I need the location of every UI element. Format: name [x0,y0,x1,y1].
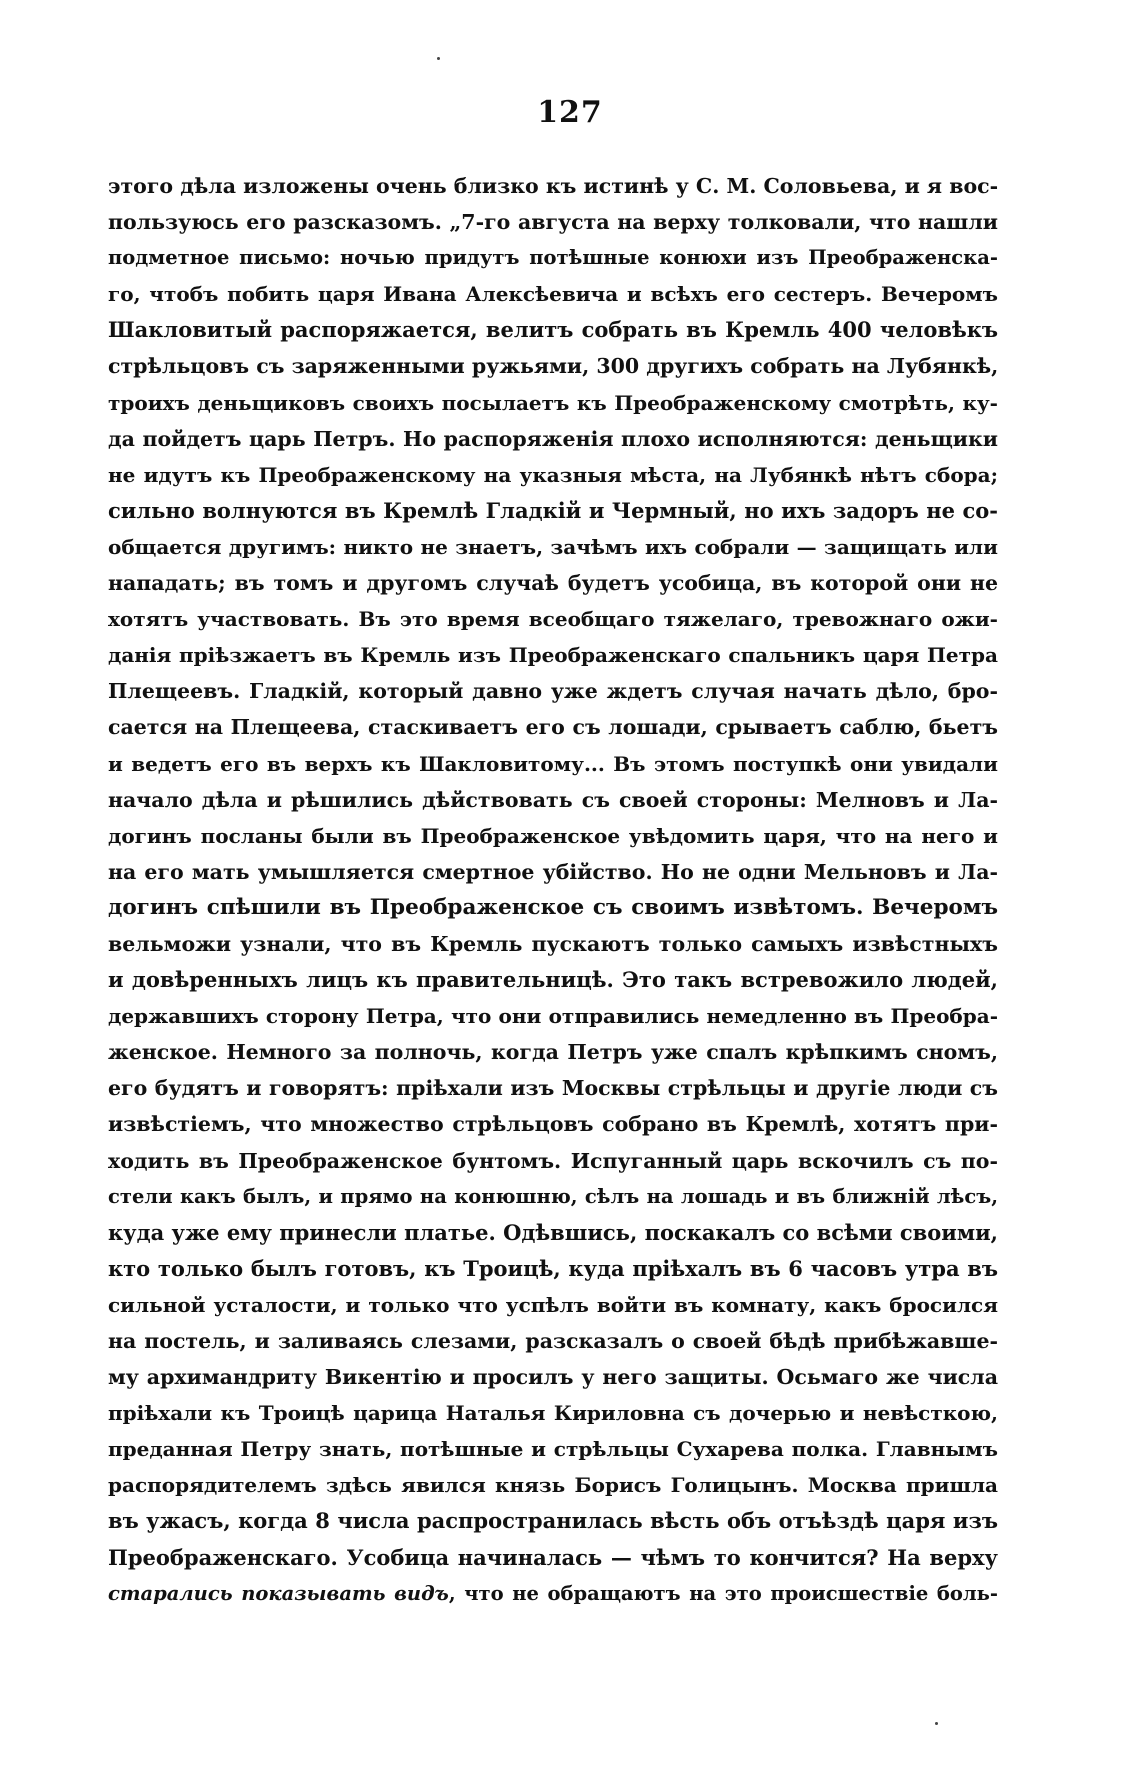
text-line-rest: , что не обращаютъ на это происшествіе боль- [448,1581,998,1605]
text-line: ходить въ Преображенское бунтомъ. Испуганный царь вскочилъ съ по- [108,1148,998,1173]
text-line: этого дѣла изложены очень близко къ истинѣ у С. М. Соловьева, и я вос- [108,174,998,198]
text-line: вельможи узнали, что въ Кремль пускаютъ только самыхъ извѣстныхъ [108,931,998,956]
text-line: сильной усталости, и только что успѣлъ войти въ комнату, какъ бросился [108,1292,998,1317]
text-line: преданная Петру знать, потѣшные и стрѣльцы Сухарева полка. Главнымъ [108,1437,998,1462]
text-line: державшихъ сторону Петра, что они отправились немедленно въ Преобра- [108,1004,998,1029]
text-line: сильно волнуются въ Кремлѣ Гладкій и Чермный, но ихъ задоръ не со- [108,497,998,523]
text-line: догинъ посланы были въ Преображенское увѣдомить царя, что на него и [108,823,998,848]
print-speck [437,57,440,60]
text-line: на его мать умышляется смертное убійство. Но не одни Мельновъ и Ла- [108,859,998,884]
text-line: не идутъ къ Преображенскому на указныя мѣста, на Лубянкѣ нѣтъ сбора; [108,462,998,487]
text-line: пріѣхали къ Троицѣ царица Наталья Кириловна съ дочерью и невѣсткою, [108,1401,998,1426]
text-line: начало дѣла и рѣшились дѣйствовать съ своей стороны: Мелновъ и Ла- [108,787,998,812]
text-line: хотятъ участвовать. Въ это время всеобщаго тяжелаго, тревожнаго ожи- [108,607,998,632]
text-line: женское. Немного за полночь, когда Петръ уже спалъ крѣпкимъ сномъ, [108,1040,998,1065]
text-line: подметное письмо: ночью придутъ потѣшные конюхи изъ Преображенска- [108,246,998,270]
text-line: стрѣльцовъ съ заряженными ружьями, 300 другихъ собрать на Лубянкѣ, [108,354,998,379]
text-line: нападать; въ томъ и другомъ случаѣ будетъ усобица, въ которой они не [108,571,998,596]
page-number: 127 [537,95,603,130]
text-line: на постель, и заливаясь слезами, разсказалъ о своей бѣдѣ прибѣжавше- [108,1329,998,1353]
text-line: пользуюсь его разсказомъ. „7-го августа на верху толковали, что нашли [108,210,998,235]
text-line: распорядителемъ здѣсь явился князь Борисъ Голицынъ. Москва пришла [108,1473,998,1498]
text-line: догинъ спѣшили въ Преображенское съ своимъ извѣтомъ. Вечеромъ [108,894,998,920]
body-text [108,168,998,1612]
text-line: кто только былъ готовъ, къ Троицѣ, куда пріѣхалъ въ 6 часовъ утра въ [108,1255,998,1281]
text-line: куда уже ему принесли платье. Одѣвшись, поскакалъ со всѣми своими, [108,1219,998,1245]
text-line: му архимандриту Викентію и просилъ у него защиты. Осьмаго же числа [108,1365,998,1390]
text-line: го, чтобъ побить царя Ивана Алексѣевича и всѣхъ его сестеръ. Вечеромъ [108,282,998,307]
text-line: въ ужасъ, когда 8 числа распространилась вѣсть объ отъѣздѣ царя изъ [108,1508,998,1534]
text-line: Шакловитый распоряжается, велитъ собрать въ Кремль 400 человѣкъ [108,317,998,343]
text-line: сается на Плещеева, стаскиваетъ его съ лошади, срываетъ саблю, бьетъ [108,715,998,740]
text-line: общается другимъ: никто не знаетъ, зачѣмъ ихъ собрали — защищать или [108,534,998,559]
print-speck [935,1722,938,1725]
text-line: извѣстіемъ, что множество стрѣльцовъ собрано въ Кремлѣ, хотятъ при- [108,1112,998,1137]
text-line: стели какъ былъ, и прямо на конюшню, сѣлъ на лошадь и въ ближній лѣсъ, [108,1184,998,1208]
text-line: и довѣренныхъ лицъ къ правительницѣ. Это такъ встревожило людей, [108,967,998,993]
text-line-last [108,1576,998,1612]
text-line: Преображенскаго. Усобица начиналась — чѣмъ то кончится? На верху [108,1544,998,1570]
text-line: троихъ деньщиковъ своихъ посылаетъ къ Преображенскому смотрѣть, ку- [108,390,998,415]
text-line: данія пріѣзжаетъ въ Кремль изъ Преображенскаго спальникъ царя Петра [108,643,998,668]
text-line: и ведетъ его въ верхъ къ Шакловитому... Въ этомъ поступкѣ они увидали [108,751,998,776]
text-line: да пойдетъ царь Петръ. Но распоряженія плохо исполняются: деньщики [108,426,998,451]
text-line: его будятъ и говорятъ: пріѣхали изъ Москвы стрѣльцы и другіе люди съ [108,1076,998,1101]
italic-phrase: старались показывать видъ [108,1581,449,1605]
text-line: Плещеевъ. Гладкій, который давно уже ждетъ случая начать дѣло, бро- [108,679,998,704]
